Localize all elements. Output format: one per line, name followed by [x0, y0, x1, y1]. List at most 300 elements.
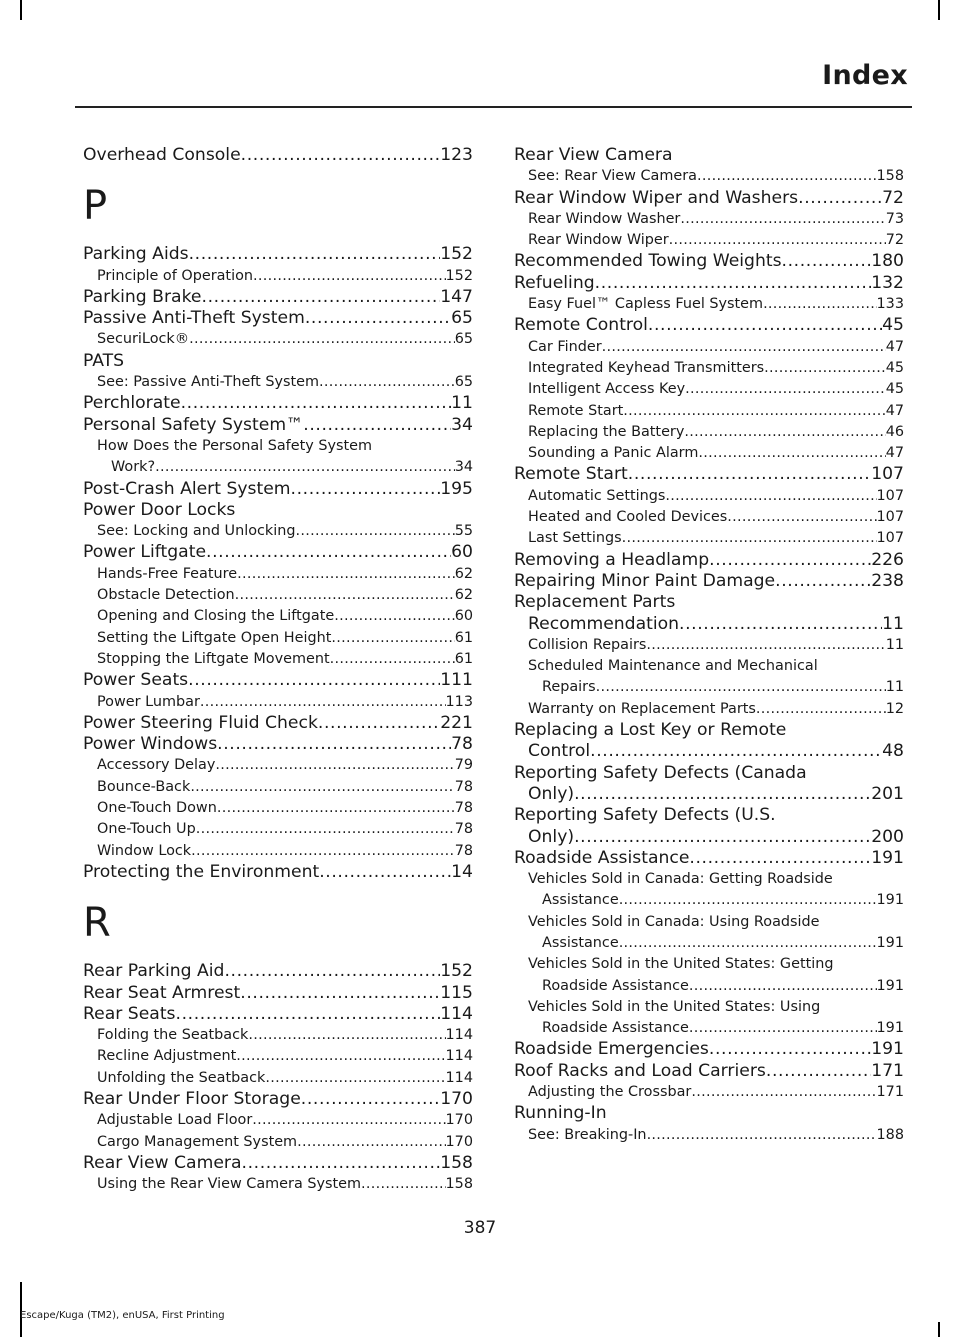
crop-mark-top-left: [20, 0, 22, 20]
dot-leader: [689, 848, 871, 869]
dot-leader: [236, 1046, 445, 1067]
page-ref: 61: [454, 650, 473, 667]
index-entry[interactable]: [83, 415, 473, 436]
dot-leader: [319, 862, 451, 883]
entry-text: Last Settings: [528, 530, 622, 547]
dot-leader: [241, 145, 441, 166]
entry-text: SecuriLock®: [97, 331, 190, 348]
page-ref: 11: [885, 679, 904, 696]
page-ref: 238: [871, 570, 904, 591]
entry-text: Window Lock: [97, 842, 192, 859]
entry-text: Using the Rear View Camera System: [97, 1176, 361, 1193]
index-entry[interactable]: [83, 287, 473, 308]
entry-text: Protecting the Environment: [83, 861, 320, 882]
index-subentry[interactable]: [83, 841, 473, 862]
page-ref: 45: [882, 315, 904, 336]
entry-text: Parking Brake: [83, 286, 202, 307]
index-subentry[interactable]: [514, 699, 904, 720]
entry-text: Passive Anti-Theft System: [83, 308, 305, 329]
entry-text: Scheduled Maintenance and Mechanical: [528, 658, 818, 675]
entry-text: Heated and Cooled Devices: [528, 509, 728, 526]
index-entry[interactable]: [514, 805, 904, 848]
dot-leader: [709, 550, 871, 571]
entry-text: Replacing a Lost Key or Remote: [514, 720, 787, 741]
page-ref: 114: [445, 1048, 473, 1065]
entry-text: Intelligent Access Key: [528, 381, 686, 398]
page-ref: 79: [454, 757, 473, 774]
page-ref: 45: [885, 359, 904, 376]
dot-leader: [319, 372, 455, 393]
dot-leader: [798, 188, 882, 209]
index-entry[interactable]: [514, 251, 904, 272]
index-entry[interactable]: [83, 500, 473, 521]
index-subentry[interactable]: [514, 656, 904, 699]
index-entry[interactable]: [83, 713, 473, 734]
page-ref: 78: [454, 800, 473, 817]
index-column-left: [83, 145, 473, 1195]
entry-text: Collision Repairs: [528, 636, 647, 653]
page-ref: 107: [876, 530, 904, 547]
dot-leader: [253, 266, 446, 287]
page-ref: 34: [451, 414, 473, 435]
entry-text: Stopping the Liftgate Movement: [97, 650, 330, 667]
index-entry[interactable]: [83, 479, 473, 500]
dot-leader: [595, 273, 872, 294]
page-ref: 188: [876, 1126, 904, 1143]
entry-text: Removing a Headlamp: [514, 549, 710, 570]
index-entry[interactable]: [514, 550, 904, 571]
index-subentry[interactable]: [83, 266, 473, 287]
index-subentry[interactable]: [514, 230, 904, 251]
index-subentry[interactable]: [83, 1110, 473, 1131]
index-subentry[interactable]: [514, 294, 904, 315]
page-ref: 201: [871, 783, 904, 804]
dot-leader: [189, 244, 441, 265]
crop-mark-top-right: [938, 0, 940, 20]
index-entry[interactable]: [514, 1039, 904, 1060]
dot-leader: [189, 329, 455, 350]
dot-leader: [574, 784, 871, 805]
dot-leader: [709, 1039, 871, 1060]
entry-text: See: Breaking-In: [528, 1126, 647, 1143]
entry-text: Replacement Parts: [514, 592, 676, 613]
index-subentry[interactable]: [514, 507, 904, 528]
entry-text: Vehicles Sold in Canada: Using Roadside: [528, 913, 820, 930]
page-ref: 34: [454, 459, 473, 476]
section-letter: P: [83, 183, 108, 230]
page-ref: 65: [454, 331, 473, 348]
index-subentry[interactable]: [83, 819, 473, 840]
entry-text: Integrated Keyhead Transmitters: [528, 359, 765, 376]
index-subentry[interactable]: [514, 443, 904, 464]
dot-leader: [217, 798, 455, 819]
page-ref: 73: [885, 210, 904, 227]
entry-text: Overhead Console: [83, 145, 241, 165]
entry-text: Recommended Towing Weights: [514, 251, 782, 272]
index-subentry[interactable]: [83, 1132, 473, 1153]
page-ref: 78: [451, 734, 473, 755]
entry-text-continued: Control: [528, 741, 591, 762]
dot-leader: [697, 166, 877, 187]
page-ref: 65: [451, 308, 473, 329]
entry-text: Rear Parking Aid: [83, 961, 225, 982]
dot-leader: [775, 571, 871, 592]
page-ref: 133: [876, 296, 904, 313]
dot-leader: [196, 819, 455, 840]
page-ref: 11: [451, 393, 473, 414]
page-ref: 45: [885, 381, 904, 398]
entry-text: Vehicles Sold in the United States: Getting: [528, 956, 834, 973]
index-subentry[interactable]: [514, 1125, 904, 1146]
index-entry[interactable]: [514, 145, 904, 166]
dot-leader: [590, 741, 882, 762]
dot-leader: [330, 649, 455, 670]
page-ref: 11: [882, 613, 904, 634]
index-entry[interactable]: [514, 571, 904, 592]
entry-text: Remote Start: [514, 464, 628, 485]
index-subentry[interactable]: [83, 1046, 473, 1067]
entry-text: Automatic Settings: [528, 487, 666, 504]
entry-text: See: Locking and Unlocking: [97, 523, 296, 540]
index-subentry[interactable]: [83, 521, 473, 542]
dot-leader: [646, 635, 885, 656]
page-ref: 158: [440, 1152, 473, 1173]
page-ref: 107: [876, 509, 904, 526]
index-entry[interactable]: [83, 1089, 473, 1110]
dot-leader: [202, 287, 441, 308]
index-entry[interactable]: [514, 464, 904, 485]
entry-text: Rear Seats: [83, 1003, 176, 1024]
entry-text: Personal Safety System™: [83, 414, 304, 435]
entry-text: Accessory Delay: [97, 757, 216, 774]
page-ref: 171: [871, 1060, 904, 1081]
index-subentry[interactable]: [83, 649, 473, 670]
entry-text: Bounce-Back: [97, 778, 191, 795]
index-subentry[interactable]: [83, 1068, 473, 1089]
index-entry[interactable]: [83, 244, 473, 265]
dot-leader: [191, 841, 455, 862]
entry-text: See: Passive Anti-Theft System: [97, 374, 319, 391]
index-subentry[interactable]: [83, 755, 473, 776]
index-entry[interactable]: [83, 351, 473, 372]
index-subentry[interactable]: [83, 1174, 473, 1195]
entry-text: Rear Window Washer: [528, 210, 681, 227]
entry-text: Power Door Locks: [83, 499, 236, 520]
entry-text: Remote Control: [514, 315, 648, 336]
dot-leader: [689, 976, 877, 997]
page-ref: 47: [885, 338, 904, 355]
index-entry[interactable]: [83, 308, 473, 329]
page-ref: 123: [440, 145, 473, 165]
entry-text: Setting the Liftgate Open Height: [97, 629, 332, 646]
index-subentry[interactable]: [83, 628, 473, 649]
page-ref: 114: [445, 1069, 473, 1086]
dot-leader: [265, 1068, 445, 1089]
entry-text: How Does the Personal Safety System: [97, 437, 372, 454]
index-subentry[interactable]: [514, 486, 904, 507]
entry-text: Post-Crash Alert System: [83, 478, 291, 499]
index-entry[interactable]: [83, 1153, 473, 1174]
dot-leader: [181, 393, 452, 414]
index-subentry[interactable]: [514, 166, 904, 187]
dot-leader: [318, 713, 440, 734]
entry-text: Power Steering Fluid Check: [83, 712, 318, 733]
entry-text: Vehicles Sold in the United States: Using: [528, 998, 821, 1015]
entry-text: Power Lumbar: [97, 693, 200, 710]
page-ref: 62: [454, 565, 473, 582]
entry-text: Perchlorate: [83, 393, 181, 414]
index-subentry[interactable]: [83, 777, 473, 798]
dot-leader: [766, 1061, 871, 1082]
entry-text-continued: Only): [528, 826, 575, 847]
footer-text: Escape/Kuga (TM2), enUSA, First Printing: [20, 1310, 225, 1321]
index-subentry[interactable]: [514, 869, 904, 912]
index-subentry[interactable]: [514, 997, 904, 1040]
index-subentry[interactable]: [83, 436, 473, 479]
index-subentry[interactable]: [514, 635, 904, 656]
page-ref: 60: [454, 608, 473, 625]
dot-leader: [782, 251, 872, 272]
index-entry[interactable]: [83, 145, 473, 166]
dot-leader: [242, 1153, 441, 1174]
page-ref: 72: [882, 187, 904, 208]
entry-text: Rear Window Wiper: [528, 232, 669, 249]
dot-leader: [622, 528, 877, 549]
page-ref: 72: [885, 232, 904, 249]
page-ref: 14: [451, 861, 473, 882]
index-subentry[interactable]: [514, 379, 904, 400]
index-subentry[interactable]: [83, 329, 473, 350]
page-ref: 114: [440, 1003, 473, 1024]
page-ref: 191: [876, 1020, 904, 1037]
entry-text: Opening and Closing the Liftgate: [97, 608, 335, 625]
page-ref: 221: [440, 712, 473, 733]
dot-leader: [623, 401, 885, 422]
index-entry[interactable]: [514, 273, 904, 294]
dot-leader: [763, 294, 876, 315]
page-ref: 111: [440, 670, 473, 691]
entry-text: Roof Racks and Load Carriers: [514, 1060, 766, 1081]
entry-text: Repairing Minor Paint Damage: [514, 570, 776, 591]
page-ref: 47: [885, 445, 904, 462]
page-ref: 152: [445, 267, 473, 284]
crop-mark-bottom-right: [938, 1322, 940, 1337]
page-ref: 180: [871, 251, 904, 272]
entry-text: Rear View Camera: [514, 145, 673, 165]
page-ref: 62: [454, 587, 473, 604]
entry-text: Unfolding the Seatback: [97, 1069, 266, 1086]
index-subentry[interactable]: [514, 422, 904, 443]
index-subentry[interactable]: [514, 209, 904, 230]
entry-text: Power Seats: [83, 670, 189, 691]
dot-leader: [305, 308, 451, 329]
index-subentry[interactable]: [514, 337, 904, 358]
entry-text-continued: Assistance: [542, 892, 619, 909]
entry-text-continued: Roadside Assistance: [542, 977, 689, 994]
entry-text: Rear Seat Armrest: [83, 982, 241, 1003]
entry-text-continued: Assistance: [542, 934, 619, 951]
index-entry[interactable]: [83, 1004, 473, 1025]
index-entry[interactable]: [83, 670, 473, 691]
page-ref: 191: [876, 892, 904, 909]
index-subentry[interactable]: [83, 1025, 473, 1046]
entry-text: Power Liftgate: [83, 542, 207, 563]
page-ref: 115: [440, 982, 473, 1003]
entry-text: Vehicles Sold in Canada: Getting Roadside: [528, 871, 833, 888]
page-ref: 65: [454, 374, 473, 391]
page-ref: 191: [876, 977, 904, 994]
page-ref: 132: [871, 272, 904, 293]
page-ref: 78: [454, 842, 473, 859]
page-ref: 11: [885, 636, 904, 653]
dot-leader: [206, 542, 451, 563]
dot-leader: [669, 230, 886, 251]
index-subentry[interactable]: [514, 954, 904, 997]
index-entry[interactable]: [83, 862, 473, 883]
page-ref: 195: [440, 478, 473, 499]
dot-leader: [200, 692, 446, 713]
index-entry[interactable]: [514, 592, 904, 635]
page-ref: 46: [885, 423, 904, 440]
dot-leader: [190, 777, 454, 798]
index-entry[interactable]: [83, 542, 473, 563]
dot-leader: [235, 585, 455, 606]
dot-leader: [296, 521, 455, 542]
entry-text: Cargo Management System: [97, 1133, 298, 1150]
index-subentry[interactable]: [514, 912, 904, 955]
entry-text: Roadside Emergencies: [514, 1039, 709, 1060]
index-subentry[interactable]: [514, 1082, 904, 1103]
page-ref: 191: [876, 934, 904, 951]
entry-text-continued: Only): [528, 783, 575, 804]
index-entry[interactable]: [83, 393, 473, 414]
index-entry[interactable]: [514, 315, 904, 336]
entry-text: Warranty on Replacement Parts: [528, 700, 756, 717]
dot-leader: [619, 890, 877, 911]
page-ref: 158: [445, 1176, 473, 1193]
dot-leader: [596, 677, 886, 698]
dot-leader: [297, 1132, 445, 1153]
dot-leader: [647, 1125, 877, 1146]
dot-leader: [698, 443, 885, 464]
entry-text: See: Rear View Camera: [528, 168, 697, 185]
dot-leader: [215, 755, 454, 776]
dot-leader: [727, 507, 876, 528]
dot-leader: [291, 479, 441, 500]
dot-leader: [252, 1110, 445, 1131]
page-ref: 171: [876, 1084, 904, 1101]
entry-text: Power Windows: [83, 734, 218, 755]
entry-text: PATS: [83, 350, 125, 371]
page-ref: 12: [885, 700, 904, 717]
entry-text: Recline Adjustment: [97, 1048, 237, 1065]
page-ref: 114: [445, 1027, 473, 1044]
page-number: 387: [463, 1218, 497, 1238]
page-ref: 152: [440, 244, 473, 265]
index-subentry[interactable]: [83, 798, 473, 819]
dot-leader: [684, 422, 885, 443]
entry-text: Obstacle Detection: [97, 587, 235, 604]
entry-text: Principle of Operation: [97, 267, 253, 284]
index-entry[interactable]: [83, 734, 473, 755]
page-ref: 60: [451, 542, 473, 563]
page-ref: 147: [440, 286, 473, 307]
entry-text: One-Touch Up: [97, 821, 196, 838]
index-entry[interactable]: [83, 983, 473, 1004]
dot-leader: [764, 358, 886, 379]
index-subentry[interactable]: [514, 528, 904, 549]
index-entry[interactable]: [514, 1103, 904, 1124]
entry-text: Rear Window Wiper and Washers: [514, 187, 799, 208]
page-ref: 78: [454, 821, 473, 838]
index-entry[interactable]: [514, 188, 904, 209]
index-subentry[interactable]: [514, 401, 904, 422]
dot-leader: [689, 1018, 877, 1039]
entry-text: One-Touch Down: [97, 800, 217, 817]
index-subentry[interactable]: [83, 692, 473, 713]
page-ref: 113: [445, 693, 473, 710]
section-letter: R: [83, 900, 111, 947]
page-ref: 226: [871, 549, 904, 570]
index-subentry[interactable]: [83, 372, 473, 393]
entry-text-continued: Repairs: [542, 679, 596, 696]
page-ref: 55: [454, 523, 473, 540]
index-subentry[interactable]: [514, 358, 904, 379]
dot-leader: [334, 606, 454, 627]
page-ref: 191: [871, 847, 904, 868]
entry-text: Adjustable Load Floor: [97, 1112, 253, 1129]
page-ref: 170: [445, 1112, 473, 1129]
entry-text-continued: Roadside Assistance: [542, 1020, 689, 1037]
dot-leader: [679, 614, 882, 635]
dot-leader: [224, 961, 440, 982]
index-column-right: [514, 145, 904, 1146]
dot-leader: [237, 564, 455, 585]
entry-text-continued: Work?: [111, 459, 156, 476]
entry-text: Roadside Assistance: [514, 847, 690, 868]
page-ref: 78: [454, 778, 473, 795]
dot-leader: [176, 1004, 441, 1025]
index-entry[interactable]: [514, 848, 904, 869]
page-ref: 200: [871, 826, 904, 847]
dot-leader: [574, 827, 871, 848]
entry-text: Easy Fuel™ Capless Fuel System: [528, 296, 764, 313]
page-title: Index: [822, 60, 908, 91]
dot-leader: [217, 734, 451, 755]
index-entry[interactable]: [514, 720, 904, 763]
index-subentry[interactable]: [83, 585, 473, 606]
page-ref: 191: [871, 1039, 904, 1060]
index-subentry[interactable]: [83, 564, 473, 585]
index-entry[interactable]: [83, 961, 473, 982]
dot-leader: [685, 379, 886, 400]
dot-leader: [648, 315, 882, 336]
index-entry[interactable]: [514, 1061, 904, 1082]
dot-leader: [691, 1082, 876, 1103]
page-ref: 158: [876, 168, 904, 185]
entry-text: Rear View Camera: [83, 1152, 242, 1173]
index-subentry[interactable]: [83, 606, 473, 627]
page-ref: 48: [882, 741, 904, 762]
entry-text: Replacing the Battery: [528, 423, 685, 440]
dot-leader: [628, 464, 871, 485]
dot-leader: [602, 337, 886, 358]
page-ref: 61: [454, 629, 473, 646]
index-entry[interactable]: [514, 763, 904, 806]
page-ref: 170: [440, 1088, 473, 1109]
entry-text: Parking Aids: [83, 244, 189, 265]
page-ref: 47: [885, 402, 904, 419]
